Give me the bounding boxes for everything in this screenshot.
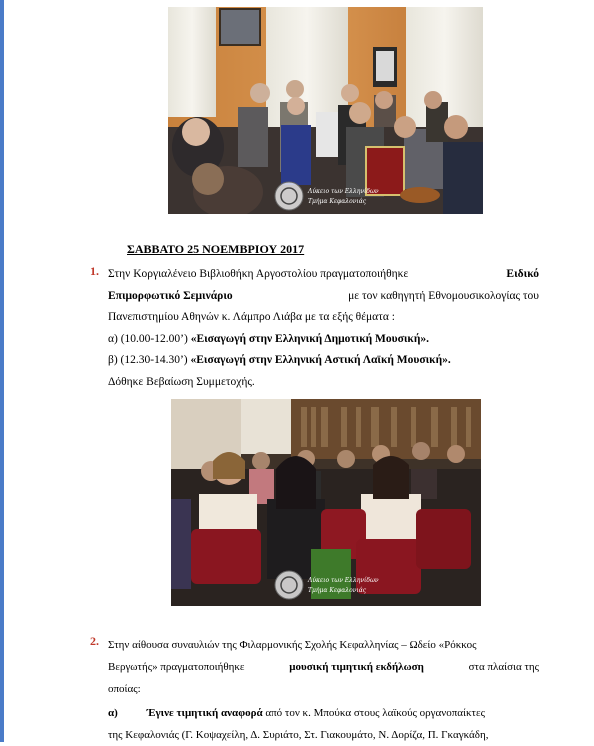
item1-line2-bold: Επιμορφωτικό Σεμινάριο (108, 289, 233, 302)
item1-number: 1. (90, 264, 99, 278)
item2-line2 (108, 656, 539, 678)
topic-a-time: α) (10.00-12.00’) (108, 332, 188, 345)
photo2-watermark: Λύκειο των Ελληνίδων (308, 577, 379, 584)
item1-topic-b (108, 350, 539, 372)
item2-line2-bold: μουσική τιμητική εκδήλωση (289, 661, 424, 673)
item1-topic-a (108, 329, 539, 351)
item2-line1: Στην αίθουσα συναυλιών της Φιλαρμονικής Σχολής Κεφαλληνίας – Ωδείο «Ρόκκος (108, 639, 477, 651)
item1-paragraph (108, 264, 539, 393)
subitem-a-bold: Έγινε τιμητική αναφορά (146, 707, 263, 719)
photo-musicians (168, 7, 483, 214)
photo1-watermark-sub: Τμήμα Κεφαλονιάς (308, 198, 367, 205)
topic-b-title: «Εισαγωγή στην Ελληνική Αστική Λαϊκή Μουσική». (190, 354, 451, 366)
photo2-watermark-sub: Τμήμα Κεφαλονιάς (308, 587, 367, 594)
subitem-a-text: από τον κ. Μπούκα στους λαϊκούς οργανοπαίκτες (265, 707, 485, 719)
topic-a-title: «Εισαγωγή στην Ελληνική Δημοτική Μουσική». (190, 332, 429, 345)
item1-certificate: Δόθηκε Βεβαίωση Συμμετοχής. (108, 375, 255, 388)
subitem-a-line2: της Κεφαλονιάς (Γ. Κοψαχείλη, Δ. Συριάτο, Στ. Γιακουμάτο, Ν. Δορίζα, Π. Γκαγκάδη, (108, 729, 489, 741)
window-edge (0, 0, 4, 742)
item1-line2 (108, 286, 539, 308)
item2-line3: οποίας: (108, 683, 141, 695)
photo-seminar-audience (171, 399, 481, 606)
item2-number: 2. (90, 634, 99, 648)
item2-line2-post: στα πλαίσια της (468, 661, 539, 673)
item1-line2-text: με τον καθηγητή Εθνομουσικολογίας του (348, 289, 539, 302)
item1-line3: Πανεπιστημίου Αθηνών κ. Λάμπρο Λιάβα με τα εξής θέματα : (108, 311, 395, 323)
subitem-a-label: α) (108, 707, 118, 719)
photo1-watermark: Λύκειο των Ελληνίδων (308, 188, 379, 195)
item2-line2-pre: Βεργωτής» πραγματοποιήθηκε (108, 661, 245, 673)
section-heading: ΣΑΒΒΑΤΟ 25 ΝΟΕΜΒΡΙΟΥ 2017 (127, 242, 305, 256)
subitem-a-line1 (108, 702, 539, 724)
item1-line1 (108, 264, 539, 286)
item1-line1-bold: Ειδικό (506, 268, 539, 280)
item2-subitem-a (108, 702, 539, 746)
item2-paragraph (108, 634, 539, 700)
item1-line1-text: Στην Κοργιαλένειο Βιβλιοθήκη Αργοστολίου πραγματοποιήθηκε (108, 268, 409, 280)
topic-b-time: β) (12.30-14.30’) (108, 354, 188, 366)
